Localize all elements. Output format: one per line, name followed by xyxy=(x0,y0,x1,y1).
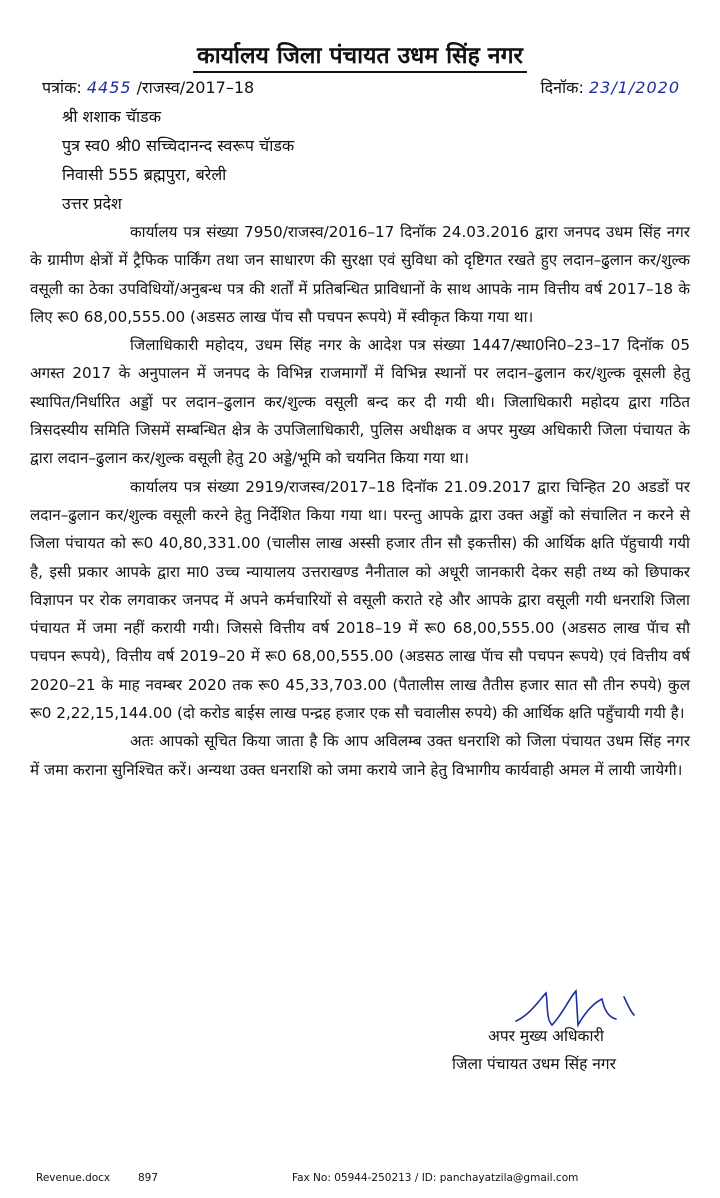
letter-number-suffix: /राजस्व/2017–18 xyxy=(136,78,255,97)
footer-filename: Revenue.docx xyxy=(36,1172,111,1184)
addressee-state: उत्तर प्रदेश xyxy=(62,194,122,213)
date-label: दिनॉक: xyxy=(540,78,584,97)
addressee-residence: निवासी 555 ब्रह्मपुरा, बरेली xyxy=(62,165,227,184)
body-paragraph-2: जिलाधिकारी महोदय, उधम सिंह नगर के आदेश पत्र संख्या 1447/स्था0नि0–23–17 दिनॉक 05 अगस्त 2017 के अनुपालन में जनपद के विभिन्न राजमार्गों में विभिन्न स्थानों पर लदान–ढुलान कर/शुल्क वूसली हेतु स्थापित/निर्धारित अड्डों पर लदान–ढुलान कर/शुल्क वसूली बन्द कर दी गयी थी। जिलाधिकारी महोदय द्वारा गठित त्रिसदस्यीय समिति जिसमें सम्बन्धित क्षेत्र के उपजिलाधिकारी, पुलिस अधीक्षक व अपर मुख्य अधिकारी जिला पंचायत के द्वारा लदान–ढुलान कर/शुल्क वसूली हेतु 20 अड्डे/भूमि को चयनित किया गया था। xyxy=(30,336,690,468)
signature-block xyxy=(452,1022,616,1078)
letterhead-title xyxy=(0,38,720,70)
signatory-designation: अपर मुख्य अधिकारी xyxy=(488,1027,604,1045)
letter-number-label: पत्रांक: xyxy=(42,78,82,97)
footer-contact: Fax No: 05944-250213 / ID: panchayatzila@gmail.com xyxy=(292,1172,579,1184)
footer-code: 897 xyxy=(138,1172,159,1184)
body-paragraph-3: कार्यालय पत्र संख्या 2919/राजस्व/2017–18 दिनॉक 21.09.2017 द्वारा चिन्हित 20 अडडों पर लदान–ढुलान कर/शुल्क वसूली करने हेतु निर्देशित किया गया था। परन्तु आपके द्वारा उक्त अड्डों को संचालित न करने से जिला पंचायत को रू0 40,80,331.00 (चालीस लाख अस्सी हजार तीन सौ इकत्तीस) की आर्थिक क्षति पॅहुचायी गयी है, इसी प्रकार आपके द्वारा मा0 उच्च न्यायालय उत्तराखण्ड नैनीताल को अधूरी जानकारी देकर सही तथ्य को छिपाकर विज्ञापन पर रोक लगवाकर जनपद में अपने कर्मचारियों से वसूली कराते रहे और आपके द्वारा वसूली गयी धनराशि जिला पंचायत में जमा नहीं करायी गयी। जिससे वित्तीय वर्ष 2018–19 में रू0 68,00,555.00 (अडसठ लाख पॅाच सौ पचपन रूपये), वित्तीय वर्ष 2019–20 में रू0 68,00,555.00 (अडसठ लाख पॅाच सौ पचपन रूपये) एवं वित्तीय वर्ष 2020–21 के माह नवम्बर 2020 तक रू0 45,33,703.00 (पैतालीस लाख तैतीस हजार सात सौ तीन रुपये) कुल रू0 2,22,15,144.00 (दो करोड बाईस लाख पन्द्रह हजार एक सौ चवालीस रुपये) की आर्थिक क्षति पहुँचायी गयी है। xyxy=(30,477,690,723)
letter-body xyxy=(30,218,690,784)
letter-number xyxy=(42,76,254,98)
body-paragraph-1: कार्यालय पत्र संख्या 7950/राजस्व/2016–17 दिनॉक 24.03.2016 द्वारा जनपद उधम सिंह नगर के ग्रामीण क्षेत्रों में ट्रैफिक पार्किंग तथा जन साधारण की सुरक्षा एवं सुविधा को दृष्टिगत रखते हुए लदान–ढुलान कर/शुल्क वसूली का ठेका उपविधियों/अनुबन्ध पत्र की शर्तों में प्रतिबन्धित प्राविधानों के साथ आपके नाम वित्तीय वर्ष 2017–18 के लिए रू0 68,00,555.00 (अडसठ लाख पॅाच सौ पचपन रूपये) में स्वीकृत किया गया था। xyxy=(30,223,690,326)
reference-row xyxy=(42,76,680,100)
letter-number-handwritten: 4455 xyxy=(86,78,132,97)
addressee-name: श्री शशाक चॅाडक xyxy=(62,107,161,126)
date-handwritten: 23/1/2020 xyxy=(588,78,680,97)
letter-date xyxy=(541,76,680,98)
addressee-parentage: पुत्र स्व0 श्री0 सच्चिदानन्द स्वरूप चॅाडक xyxy=(62,136,295,155)
body-paragraph-4: अतः आपको सूचित किया जाता है कि आप अविलम्ब उक्त धनराशि को जिला पंचायत उधम सिंह नगर में जमा कराना सुनिश्चित करें। अन्यथा उक्त धनराशि को जमा कराये जाने हेतु विभागीय कार्यवाही अमल में लायी जायेगी। xyxy=(30,732,690,779)
office-title: कार्यालय जिला पंचायत उधम सिंह नगर xyxy=(193,43,527,73)
addressee-block xyxy=(62,102,294,218)
signatory-office: जिला पंचायत उधम सिंह नगर xyxy=(452,1055,616,1073)
